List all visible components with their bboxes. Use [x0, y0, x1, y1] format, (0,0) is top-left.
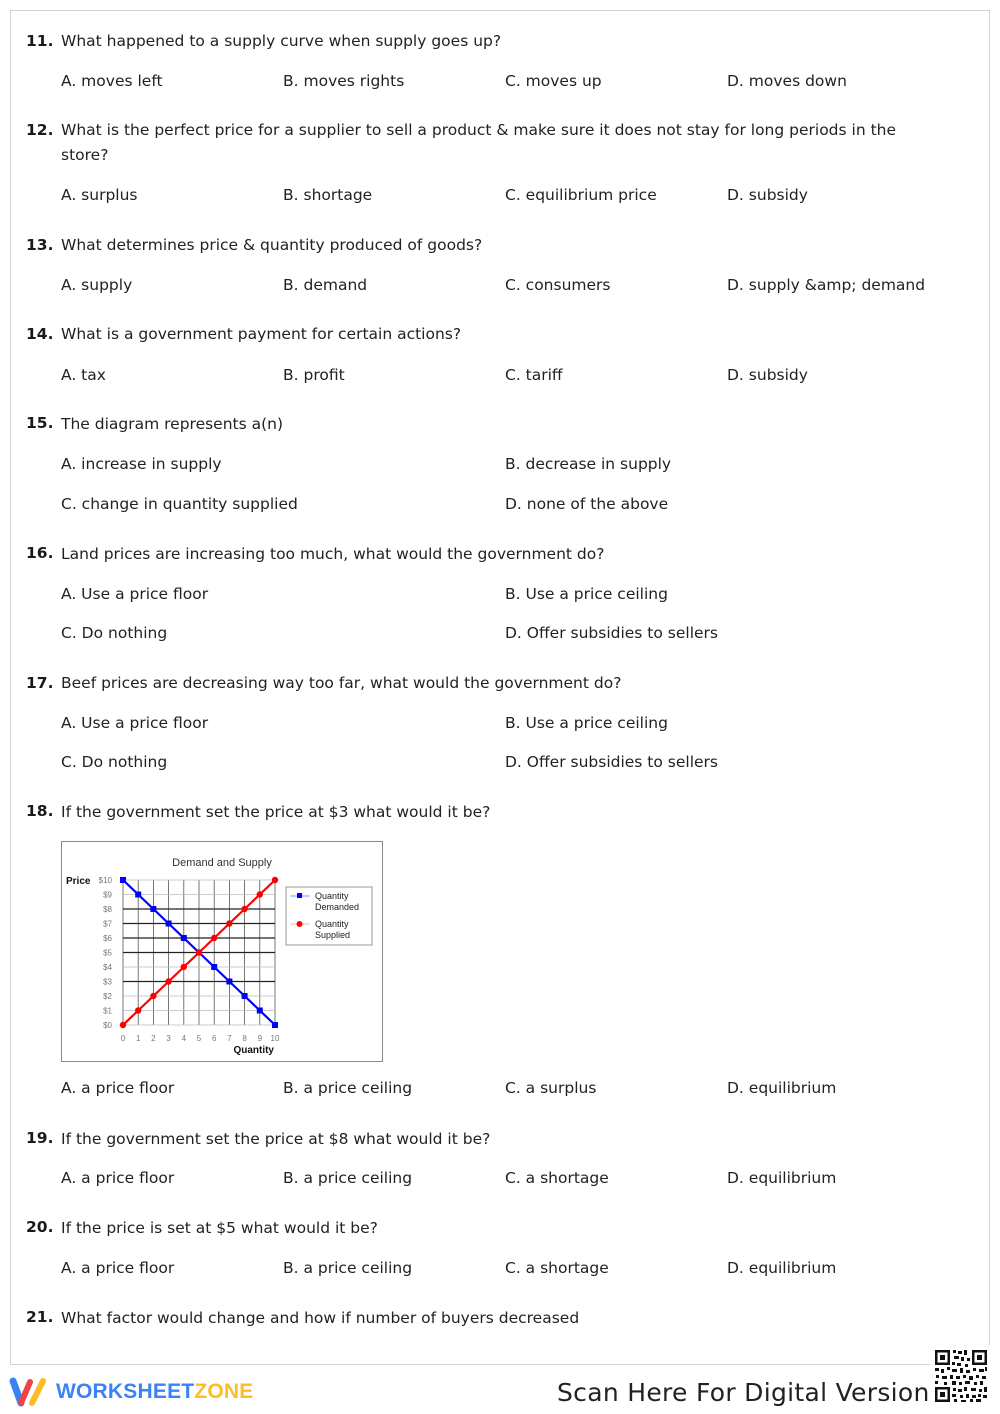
option-d[interactable]: D. equilibrium	[727, 1169, 837, 1187]
legend-supply-line2: Supplied	[315, 930, 351, 940]
logo-w-icon	[8, 1376, 50, 1408]
option-c[interactable]: C. a shortage	[505, 1259, 609, 1277]
option-c[interactable]: C. Do nothing	[61, 753, 168, 771]
option-c[interactable]: C. change in quantity supplied	[61, 495, 298, 513]
legend-demand-line2: Demanded	[315, 902, 360, 912]
option-b[interactable]: B. profit	[283, 366, 345, 384]
option-b[interactable]: B. a price ceiling	[283, 1259, 413, 1277]
question-text: Beef prices are decreasing way too far, what would the government do?	[61, 674, 622, 692]
demand-supply-chart	[61, 841, 383, 1062]
worksheet-zone-logo[interactable]	[8, 1376, 253, 1408]
x-axis-label: Quantity	[233, 1045, 274, 1056]
option-d[interactable]: D. none of the above	[505, 495, 669, 513]
option-d[interactable]: D. Offer subsidies to sellers	[505, 624, 719, 642]
svg-text:$10: $10	[98, 876, 112, 885]
option-c[interactable]: C. a surplus	[505, 1079, 597, 1097]
question-text: The diagram represents a(n)	[61, 415, 284, 433]
option-d[interactable]: D. subsidy	[727, 366, 808, 384]
svg-text:$1: $1	[103, 1006, 112, 1016]
option-a[interactable]: A. Use a price floor	[61, 714, 209, 732]
svg-text:4: 4	[181, 1034, 187, 1043]
question-text: What happened to a supply curve when supply goes up?	[61, 32, 502, 50]
legend-square-marker-icon	[297, 893, 302, 898]
brand-zone: ZONE	[194, 1380, 254, 1403]
option-c[interactable]: C. equilibrium price	[505, 186, 657, 204]
option-c[interactable]: C. moves up	[505, 72, 602, 90]
svg-text:$4: $4	[103, 963, 112, 972]
svg-text:$3: $3	[103, 977, 112, 987]
question-number: 13.	[26, 236, 54, 254]
svg-text:3: 3	[166, 1034, 171, 1043]
option-a[interactable]: A. Use a price floor	[61, 585, 209, 603]
question-number: 20.	[26, 1218, 54, 1236]
svg-text:8: 8	[242, 1034, 247, 1043]
svg-text:$9: $9	[103, 890, 112, 900]
option-d[interactable]: D. supply &amp; demand	[727, 276, 926, 294]
brand-worksheet: WORKSHEET	[56, 1380, 195, 1403]
svg-text:1: 1	[135, 1034, 141, 1043]
option-a[interactable]: A. a price floor	[61, 1259, 175, 1277]
option-d[interactable]: D. Offer subsidies to sellers	[505, 753, 719, 771]
option-b[interactable]: B. moves rights	[283, 72, 405, 90]
svg-text:$5: $5	[103, 948, 112, 958]
svg-text:5: 5	[196, 1034, 202, 1043]
option-d[interactable]: D. equilibrium	[727, 1259, 837, 1277]
option-c[interactable]: C. a shortage	[505, 1169, 609, 1187]
question-number: 16.	[26, 544, 54, 562]
svg-text:$2: $2	[103, 992, 112, 1001]
question-number: 12.	[26, 121, 54, 139]
legend-supply-line1: Quantity	[315, 919, 349, 929]
svg-text:$0: $0	[103, 1021, 112, 1030]
question-text: What determines price & quantity produced of goods?	[61, 236, 483, 254]
question-text: If the government set the price at $3 what would it be?	[61, 803, 491, 821]
option-d[interactable]: D. equilibrium	[727, 1079, 837, 1097]
question-number: 21.	[26, 1308, 54, 1326]
question-number: 11.	[26, 32, 54, 50]
chart-legend	[286, 887, 372, 945]
option-b[interactable]: B. a price ceiling	[283, 1169, 413, 1187]
qr-code-icon[interactable]	[930, 1345, 992, 1407]
question-text: What factor would change and how if number of buyers decreased	[61, 1309, 580, 1327]
question-number: 19.	[26, 1129, 54, 1147]
svg-text:9: 9	[257, 1034, 263, 1043]
option-c[interactable]: C. Do nothing	[61, 624, 168, 642]
question-text: Land prices are increasing too much, what would the government do?	[61, 545, 605, 563]
option-a[interactable]: A. a price floor	[61, 1169, 175, 1187]
option-a[interactable]: A. tax	[61, 366, 106, 384]
option-d[interactable]: D. moves down	[727, 72, 847, 90]
question-number: 15.	[26, 414, 54, 432]
svg-text:0: 0	[120, 1034, 126, 1043]
legend-circle-marker-icon	[297, 921, 303, 927]
svg-text:2: 2	[151, 1034, 156, 1043]
option-b[interactable]: B. Use a price ceiling	[505, 714, 668, 732]
option-d[interactable]: D. subsidy	[727, 186, 808, 204]
option-a[interactable]: A. a price floor	[61, 1079, 175, 1097]
option-a[interactable]: A. increase in supply	[61, 455, 222, 473]
question-number: 17.	[26, 674, 54, 692]
option-a[interactable]: A. moves left	[61, 72, 163, 90]
scan-caption: Scan Here For Digital Version	[557, 1378, 930, 1407]
question-text: If the government set the price at $8 what would it be?	[61, 1130, 491, 1148]
svg-text:$7: $7	[103, 919, 112, 929]
svg-text:10: 10	[270, 1034, 280, 1043]
chart-title: Demand and Supply	[172, 857, 272, 869]
question-number: 18.	[26, 802, 54, 820]
chart-canvas	[62, 842, 384, 1063]
option-a[interactable]: A. surplus	[61, 186, 138, 204]
y-axis-label: Price	[66, 876, 91, 887]
svg-text:7: 7	[227, 1034, 232, 1043]
option-a[interactable]: A. supply	[61, 276, 133, 294]
option-c[interactable]: C. tariff	[505, 366, 563, 384]
option-b[interactable]: B. decrease in supply	[505, 455, 672, 473]
question-text: What is the perfect price for a supplier to sell a product & make sure it does not stay for long periods in the store?	[61, 121, 897, 164]
x-tick-labels	[121, 1034, 280, 1043]
svg-text:6: 6	[211, 1034, 217, 1043]
option-c[interactable]: C. consumers	[505, 276, 611, 294]
option-b[interactable]: B. shortage	[283, 186, 373, 204]
y-tick-labels	[99, 876, 113, 1030]
option-b[interactable]: B. a price ceiling	[283, 1079, 413, 1097]
option-b[interactable]: B. demand	[283, 276, 368, 294]
question-text: If the price is set at $5 what would it be?	[61, 1219, 378, 1237]
option-b[interactable]: B. Use a price ceiling	[505, 585, 668, 603]
question-number: 14.	[26, 325, 54, 343]
question-text: What is a government payment for certain actions?	[61, 325, 462, 343]
legend-demand-line1: Quantity	[315, 891, 349, 901]
svg-text:$8: $8	[103, 905, 112, 914]
svg-text:$6: $6	[103, 934, 112, 943]
